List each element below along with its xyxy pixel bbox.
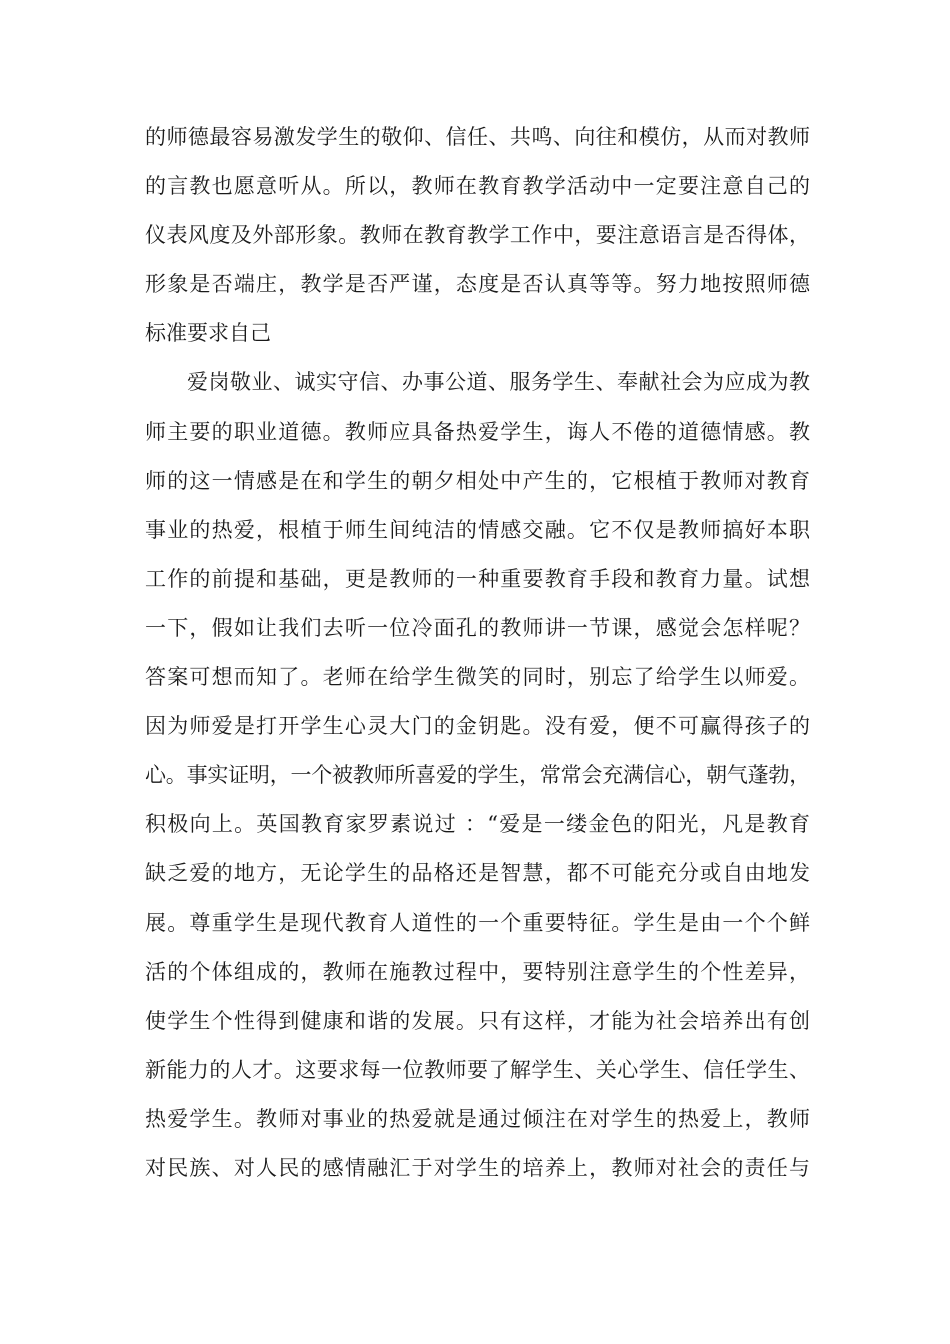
text-line: 一下，假如让我们去听一位冷面孔的教师讲一节课，感觉会怎样呢？ [145, 615, 810, 640]
text-line: 新能力的人才。这要求每一位教师要了解学生、关心学生、信任学生、 [145, 1057, 810, 1082]
document-body [145, 113, 810, 1193]
text-line: 积极向上。英国教育家罗素说过 ：“爱是一缕金色的阳光，凡是教育 [145, 812, 810, 837]
text-line: 心。事实证明，一个被教师所喜爱的学生，常常会充满信心，朝气蓬勃， [145, 763, 810, 788]
text-line: 事业的热爱，根植于师生间纯洁的情感交融。它不仅是教师搞好本职 [145, 517, 810, 542]
text-line: 工作的前提和基础，更是教师的一种重要教育手段和教育力量。试想 [145, 566, 810, 591]
text-line: 热爱学生。教师对事业的热爱就是通过倾注在对学生的热爱上，教师 [145, 1106, 810, 1131]
paragraph-2 [145, 358, 810, 1193]
text-line: 对民族、对人民的感情融汇于对学生的培养上，教师对社会的责任与 [145, 1155, 810, 1180]
text-line: 答案可想而知了。老师在给学生微笑的同时，别忘了给学生以师爱。 [145, 665, 810, 690]
text-line: 爱岗敬业、诚实守信、办事公道、服务学生、奉献社会为应成为教 [187, 370, 810, 395]
text-line: 活的个体组成的，教师在施教过程中，要特别注意学生的个性差异， [145, 959, 810, 984]
text-line: 标准要求自己 [145, 321, 271, 346]
paragraph-1 [145, 113, 810, 358]
text-line: 的言教也愿意听从。所以，教师在教育教学活动中一定要注意自己的 [145, 174, 810, 199]
text-line: 师主要的职业道德。教师应具备热爱学生，诲人不倦的道德情感。教 [145, 419, 810, 444]
text-line: 缺乏爱的地方，无论学生的品格还是智慧，都不可能充分或自由地发 [145, 861, 810, 886]
text-line: 的师德最容易激发学生的敬仰、信任、共鸣、向往和模仿，从而对教师 [145, 125, 810, 149]
text-line: 因为师爱是打开学生心灵大门的金钥匙。没有爱，便不可赢得孩子的 [145, 714, 810, 739]
text-line: 仪表风度及外部形象。教师在教育教学工作中，要注意语言是否得体， [145, 223, 810, 248]
text-line: 师的这一情感是在和学生的朝夕相处中产生的，它根植于教师对教育 [145, 468, 810, 493]
text-line: 展。尊重学生是现代教育人道性的一个重要特征。学生是由一个个鲜 [145, 910, 810, 935]
text-line: 使学生个性得到健康和谐的发展。只有这样，才能为社会培养出有创 [145, 1008, 810, 1033]
text-line: 形象是否端庄，教学是否严谨，态度是否认真等等。努力地按照师德 [145, 272, 810, 297]
